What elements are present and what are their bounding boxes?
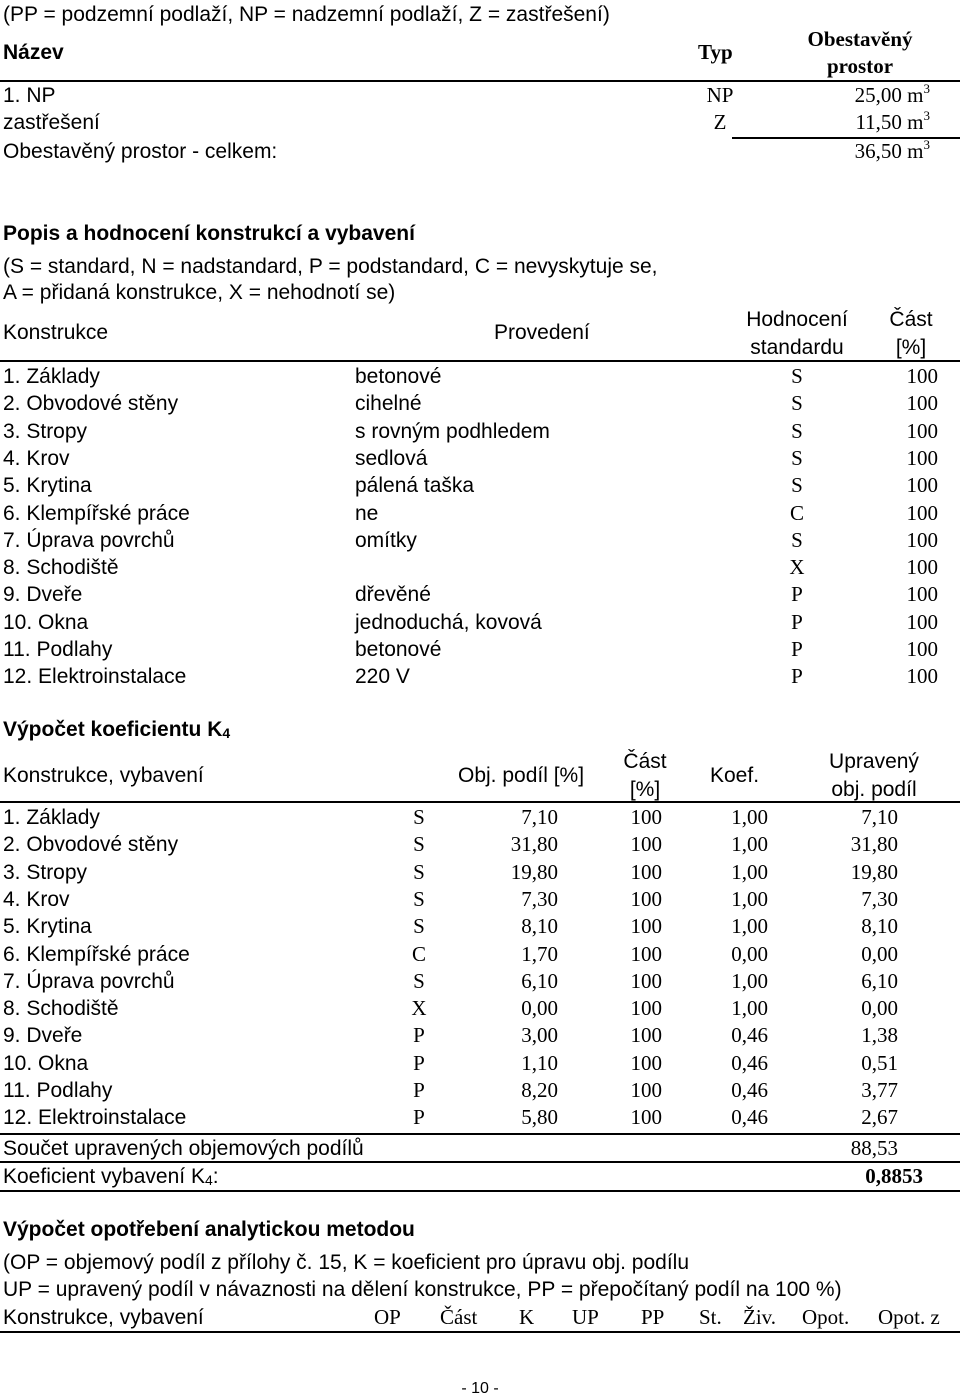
construction-header-share-2: [%] [895, 336, 927, 359]
k4-row-rating: C [411, 941, 426, 966]
construction-row-rating: X [789, 555, 805, 580]
k4-row-obj-share: 19,80 [510, 859, 558, 884]
construction-row-execution: pálená taška [355, 474, 475, 498]
construction-row-execution: dřevěné [355, 583, 431, 607]
k4-row-name: 4. Krov [3, 887, 70, 911]
wear-note-2: UP = upravený podíl v návaznosti na dělení konstrukce, PP = přepočítaný podíl na 100 %) [3, 1278, 842, 1301]
k4-row-coef: 1,00 [731, 996, 768, 1021]
construction-row-rating: S [791, 391, 803, 416]
k4-sum-rule [0, 1133, 960, 1135]
construction-row-rating: P [791, 609, 803, 634]
wear-header-construction: Konstrukce, vybavení [3, 1306, 204, 1329]
construction-row-execution: cihelné [355, 392, 422, 416]
wear-header-op: OP [374, 1305, 401, 1329]
k4-row-name: 12. Elektroinstalace [3, 1106, 187, 1130]
construction-row-share: 100 [906, 664, 938, 689]
construction-header-rating-2: standardu [750, 336, 844, 359]
k4-row-part: 100 [630, 1078, 662, 1102]
k4-row-name: 10. Okna [3, 1051, 89, 1075]
k4-title: Výpočet koeficientu $K_4$ [3, 718, 231, 741]
k4-row-rating: S [413, 914, 425, 939]
construction-row-name: 8. Schodiště [3, 556, 119, 580]
wear-header-ziv: Živ. [743, 1305, 777, 1329]
k4-row-adjusted: 0,00 [861, 941, 898, 966]
volume-row-value: 11,50 $m^3$ [855, 108, 930, 134]
construction-row-execution: sedlová [355, 446, 428, 470]
k4-row-coef: 0,46 [731, 1023, 768, 1048]
k4-row-part: 100 [630, 1105, 662, 1130]
k4-row-name: 9. Dveře [3, 1024, 83, 1048]
k4-row-coef: 0,46 [731, 1050, 768, 1075]
volume-header-built-2: prostor [826, 54, 894, 78]
k4-row-rating: P [413, 1023, 425, 1048]
k4-row-adjusted: 19,80 [850, 859, 898, 884]
construction-row-name: 9. Dveře [3, 583, 83, 607]
k4-row-rating: X [411, 996, 427, 1021]
construction-row-name: 5. Krytina [3, 474, 92, 498]
construction-header-share-1: Část [889, 308, 933, 331]
volume-row-name: 1. NP [3, 84, 56, 107]
construction-row-rating: S [791, 445, 803, 470]
k4-row-obj-share: 3,00 [521, 1023, 558, 1048]
construction-row-share: 100 [906, 445, 938, 470]
construction-header-rating-1: Hodnocení [746, 308, 848, 331]
wear-header-up: UP [572, 1305, 599, 1329]
construction-row-name: 12. Elektroinstalace [3, 665, 187, 689]
k4-row-name: 5. Krytina [3, 915, 92, 939]
volume-total-value: 36,50 $m^3$ [854, 137, 930, 163]
k4-row-coef: 0,46 [731, 1105, 768, 1130]
k4-row-part: 100 [630, 1023, 662, 1048]
k4-row-obj-share: 8,20 [521, 1078, 558, 1102]
k4-row-part: 100 [630, 996, 662, 1021]
construction-title: Popis a hodnocení konstrukcí a vybavení [3, 222, 415, 245]
construction-row-rating: S [791, 527, 803, 552]
k4-row-obj-share: 8,10 [521, 914, 558, 939]
k4-row-coef: 1,00 [731, 886, 768, 911]
construction-row-rating: P [791, 664, 803, 689]
k4-row-adjusted: 2,67 [861, 1105, 898, 1130]
k4-row-rating: P [413, 1078, 425, 1102]
construction-row-name: 4. Krov [3, 446, 70, 470]
k4-coef-bottom-rule [0, 1190, 960, 1192]
k4-row-part: 100 [630, 859, 662, 884]
wear-note-1: (OP = objemový podíl z přílohy č. 15, K = koeficient pro úpravu obj. podílu [3, 1251, 689, 1274]
k4-row-part: 100 [630, 914, 662, 939]
construction-row-execution: jednoduchá, kovová [355, 610, 542, 634]
k4-sum-value: 88,53 [850, 1136, 898, 1160]
k4-header-coef: Koef. [710, 764, 760, 787]
construction-header-construction: Konstrukce [3, 321, 109, 344]
wear-header-pp: PP [641, 1305, 665, 1329]
k4-coef-rule [0, 1161, 960, 1163]
wear-header-rule [0, 1331, 960, 1333]
k4-header-obj-share: Obj. podíl [%] [458, 764, 585, 787]
k4-row-name: 2. Obvodové stěny [3, 833, 179, 857]
construction-row-share: 100 [906, 527, 938, 552]
construction-header-rule [0, 360, 960, 362]
construction-row-share: 100 [906, 582, 938, 607]
wear-header-opot-z: Opot. z [878, 1305, 940, 1329]
wear-header-opot: Opot. [802, 1305, 850, 1329]
construction-row-rating: S [791, 364, 803, 388]
construction-row-execution: betonové [355, 365, 442, 388]
construction-row-rating: S [791, 418, 803, 443]
wear-header-st: St. [699, 1305, 722, 1329]
k4-row-obj-share: 7,30 [521, 886, 558, 911]
k4-row-obj-share: 1,70 [521, 941, 558, 966]
volume-row-type: NP [706, 83, 734, 107]
k4-row-name: 7. Úprava povrchů [3, 969, 175, 993]
construction-row-name: 1. Základy [3, 365, 100, 388]
k4-row-coef: 1,00 [731, 914, 768, 939]
construction-row-share: 100 [906, 609, 938, 634]
k4-row-adjusted: 0,00 [861, 996, 898, 1021]
construction-row-share: 100 [906, 637, 938, 661]
k4-header-part-2: [%] [629, 778, 661, 801]
wear-header-k: K [519, 1305, 535, 1329]
construction-row-execution: 220 V [355, 665, 410, 689]
k4-row-rating: P [413, 1050, 425, 1075]
construction-row-execution: ne [355, 501, 379, 525]
construction-row-name: 3. Stropy [3, 419, 88, 443]
k4-row-coef: 1,00 [731, 859, 768, 884]
k4-row-rating: S [413, 805, 425, 829]
construction-row-name: 7. Úprava povrchů [3, 528, 175, 552]
k4-row-rating: S [413, 832, 425, 857]
k4-row-part: 100 [630, 886, 662, 911]
k4-row-obj-share: 7,10 [521, 805, 558, 829]
k4-row-obj-share: 5,80 [521, 1105, 558, 1130]
k4-row-adjusted: 0,51 [861, 1050, 898, 1075]
k4-coef-label: Koeficient vybavení $K_4$: [3, 1165, 219, 1188]
volume-header-built-1: Obestavěný [807, 27, 913, 51]
k4-row-obj-share: 0,00 [521, 996, 558, 1021]
volume-header-type: Typ [698, 40, 733, 64]
construction-legend-1: (S = standard, N = nadstandard, P = podstandard, C = nevyskytuje se, [3, 255, 658, 278]
k4-row-obj-share: 31,80 [510, 832, 558, 857]
k4-row-adjusted: 31,80 [850, 832, 898, 857]
k4-row-adjusted: 7,30 [861, 886, 898, 911]
construction-row-rating: P [791, 637, 803, 661]
construction-row-execution: s rovným podhledem [355, 419, 550, 443]
page-number: - 10 - [461, 1380, 499, 1397]
k4-row-part: 100 [630, 805, 662, 829]
k4-row-coef: 1,00 [731, 968, 768, 993]
construction-row-share: 100 [906, 555, 938, 580]
k4-row-part: 100 [630, 1050, 662, 1075]
construction-row-name: 2. Obvodové stěny [3, 392, 179, 416]
wear-title: Výpočet opotřebení analytickou metodou [3, 1218, 415, 1241]
wear-header-part: Část [440, 1305, 478, 1329]
k4-header-adjusted-2: obj. podíl [831, 778, 917, 801]
volume-row-value: 25,00 $m^3$ [854, 81, 930, 107]
k4-row-adjusted: 3,77 [861, 1078, 898, 1102]
k4-row-rating: S [413, 859, 425, 884]
construction-header-execution: Provedení [494, 321, 590, 344]
k4-row-coef: 1,00 [731, 805, 768, 829]
k4-header-part-1: Část [623, 750, 667, 773]
k4-row-rating: P [413, 1105, 425, 1130]
construction-row-name: 10. Okna [3, 610, 89, 634]
construction-row-execution: betonové [355, 638, 442, 661]
k4-row-part: 100 [630, 941, 662, 966]
construction-row-share: 100 [906, 418, 938, 443]
construction-row-share: 100 [906, 473, 938, 498]
k4-row-coef: 0,00 [731, 941, 768, 966]
construction-row-share: 100 [906, 364, 938, 388]
k4-row-part: 100 [630, 968, 662, 993]
construction-row-rating: C [789, 500, 804, 525]
k4-row-obj-share: 1,10 [521, 1050, 558, 1075]
k4-header-construction: Konstrukce, vybavení [3, 764, 204, 787]
construction-row-name: 11. Podlahy [3, 638, 113, 661]
k4-header-rule [0, 801, 960, 803]
construction-row-rating: S [791, 473, 803, 498]
k4-row-adjusted: 8,10 [861, 914, 898, 939]
k4-row-part: 100 [630, 832, 662, 857]
k4-row-name: 8. Schodiště [3, 997, 119, 1021]
k4-row-name: 1. Základy [3, 806, 100, 829]
volume-total-label: Obestavěný prostor - celkem: [3, 140, 278, 163]
k4-row-adjusted: 1,38 [861, 1023, 898, 1048]
k4-row-rating: S [413, 968, 425, 993]
k4-row-coef: 0,46 [731, 1078, 768, 1102]
volume-header-name: Název [3, 41, 64, 64]
volume-row-name: zastřešení [3, 111, 100, 134]
k4-row-rating: S [413, 886, 425, 911]
k4-row-name: 6. Klempířské práce [3, 942, 190, 966]
k4-row-adjusted: 6,10 [861, 968, 898, 993]
k4-row-coef: 1,00 [731, 832, 768, 857]
construction-row-execution: omítky [355, 528, 417, 552]
k4-row-name: 11. Podlahy [3, 1079, 113, 1102]
construction-row-rating: P [791, 582, 803, 607]
volume-header-rule [0, 80, 960, 82]
construction-legend-2: A = přidaná konstrukce, X = nehodnotí se) [3, 281, 396, 304]
k4-sum-label: Součet upravených objemových podílů [3, 1137, 364, 1160]
construction-row-share: 100 [906, 500, 938, 525]
k4-row-name: 3. Stropy [3, 860, 88, 884]
k4-coef-value: 0,8853 [865, 1164, 923, 1188]
k4-row-obj-share: 6,10 [521, 968, 558, 993]
construction-row-name: 6. Klempířské práce [3, 501, 190, 525]
construction-row-share: 100 [906, 391, 938, 416]
volume-row-type: Z [713, 110, 727, 134]
k4-row-adjusted: 7,10 [861, 805, 898, 829]
top-note: (PP = podzemní podlaží, NP = nadzemní podlaží, Z = zastřešení) [3, 3, 610, 26]
k4-header-adjusted-1: Upravený [829, 750, 919, 773]
